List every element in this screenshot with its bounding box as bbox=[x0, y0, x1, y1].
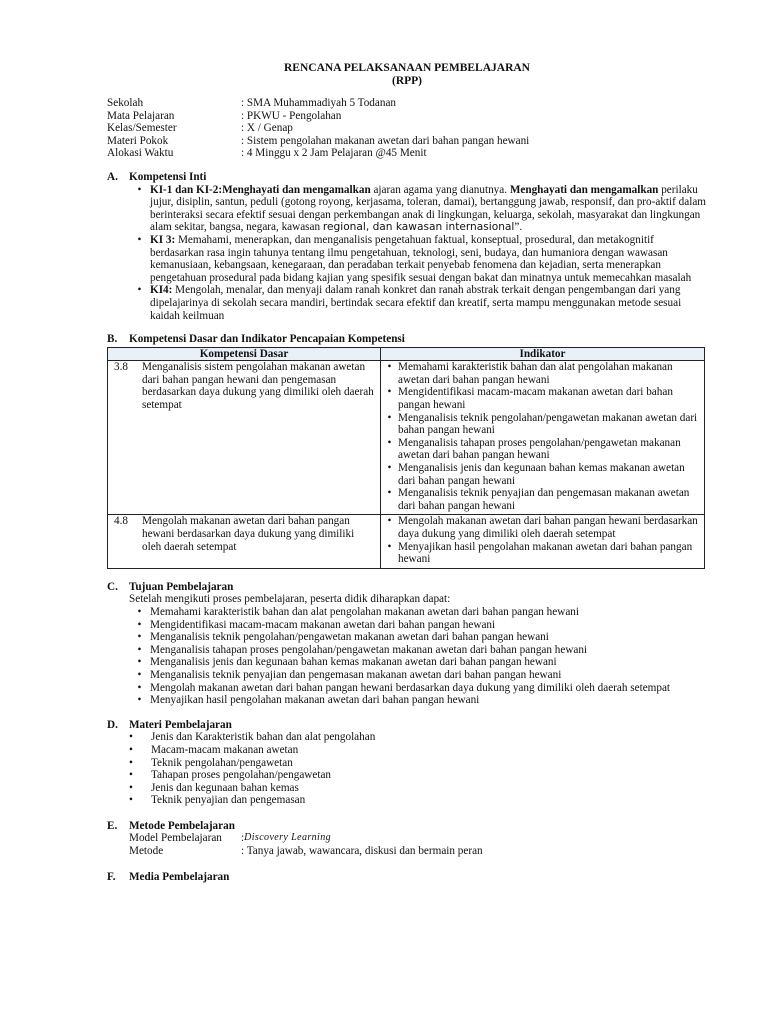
section-heading bbox=[107, 581, 707, 594]
bullet-icon: • bbox=[137, 694, 142, 707]
section-title: Media Pembelajaran bbox=[129, 870, 230, 883]
metode-model-row bbox=[107, 832, 707, 845]
bullet-icon: • bbox=[137, 284, 142, 297]
metode-label: Metode bbox=[129, 845, 164, 858]
indicator-text: Mengolah makanan awetan dari bahan pangan hewani berdasarkan daya dukung yang dimiliki oleh daerah setempat bbox=[398, 515, 698, 540]
kd-header-cell: Kompetensi Dasar bbox=[108, 347, 381, 361]
info-label: Mata Pelajaran bbox=[107, 109, 175, 122]
section-heading bbox=[107, 333, 707, 346]
tujuan-list bbox=[107, 606, 707, 707]
indicator-text: Memahami karakteristik bahan dan alat pengolahan makanan awetan dari bahan pangan hewani bbox=[398, 361, 673, 386]
document-title: RENCANA PELAKSANAAN PEMBELAJARAN bbox=[284, 62, 530, 74]
ki-list bbox=[107, 184, 707, 323]
bullet-icon: • bbox=[387, 361, 392, 374]
tujuan-text: Menyajikan hasil pengolahan makanan awetan dari bahan pangan hewani bbox=[150, 694, 480, 707]
ki-text-part: Mengolah, menalar, dan menyaji dalam ranah konkret dan ranah abstrak terkait dengan pengembangan dari yang dipelajarinya di sekolah secara mandiri, bertindak secara efektif dan kreatif, serta mampu menggunakan metode sesuai kaidah keilmuan bbox=[150, 284, 682, 322]
kd-table-header bbox=[108, 347, 705, 361]
ki-text-part: perilaku jujur, disiplin, santun, peduli (gotong royong, kerjasama, toleran, damai), bertanggung jawab, responsif, dan pro-aktif dalam berinteraksi secara efektif sesuai dengan perkembangan anak di lingkungan, keluarga, sekolah, masyarakat dan lingkungan alam sekitar, bangsa, negara, kawasan bbox=[150, 183, 706, 234]
kd-table bbox=[107, 347, 705, 569]
list-item bbox=[129, 794, 707, 807]
info-label: Kelas/Semester bbox=[107, 122, 177, 135]
indicator-text: Mengidentifikasi macam-macam makanan awetan dari bahan pangan hewani bbox=[398, 386, 673, 412]
tujuan-text: Menganalisis teknik penyajian dan pengemasan makanan awetan dari bahan pangan hewani bbox=[150, 668, 562, 681]
bullet-icon: • bbox=[387, 411, 392, 424]
bullet-icon: • bbox=[137, 681, 142, 694]
ki-item-3 bbox=[129, 234, 707, 284]
section-title: Tujuan Pembelajaran bbox=[129, 580, 234, 593]
list-item bbox=[129, 757, 707, 770]
section-title: Metode Pembelajaran bbox=[129, 819, 235, 832]
tujuan-text: Mengolah makanan awetan dari bahan pangan hewani berdasarkan daya dukung yang dimiliki oleh daerah setempat bbox=[150, 681, 671, 694]
section-letter: B. bbox=[107, 333, 118, 346]
bullet-icon: • bbox=[137, 183, 142, 196]
list-item bbox=[129, 656, 707, 669]
kd-description: Menganalisis sistem pengolahan makanan awetan dari bahan pangan hewani dan pengemasan berdasarkan daya dukung yang dimiliki oleh daerah setempat bbox=[142, 361, 381, 515]
kd-number: 3.8 bbox=[108, 361, 143, 515]
bullet-icon: • bbox=[137, 656, 142, 669]
bullet-icon: • bbox=[129, 781, 133, 794]
bullet-icon: • bbox=[137, 233, 142, 246]
info-value: : 4 Minggu x 2 Jam Pelajaran @45 Menit bbox=[241, 147, 427, 160]
materi-text: Jenis dan Karakteristik bahan dan alat pengolahan bbox=[151, 731, 376, 744]
list-item bbox=[129, 606, 707, 619]
ki-text bbox=[150, 284, 707, 322]
list-item bbox=[129, 744, 707, 757]
metode-model-sep: : bbox=[241, 832, 245, 845]
table-row bbox=[108, 361, 705, 515]
list-item bbox=[129, 682, 707, 695]
indicator-text: Menganalisis teknik pengolahan/pengawetan makanan awetan dari bahan pangan hewani bbox=[398, 411, 698, 437]
section-kompetensi-dasar bbox=[107, 333, 707, 569]
bullet-icon: • bbox=[129, 794, 133, 807]
ki-bold: KI-1 dan KI-2:Menghayati dan mengamalkan bbox=[150, 183, 371, 196]
bullet-icon: • bbox=[129, 743, 133, 756]
list-item bbox=[381, 487, 704, 512]
materi-text: Teknik pengolahan/pengawetan bbox=[151, 756, 293, 769]
bullet-icon: • bbox=[137, 605, 142, 618]
section-letter: D. bbox=[107, 718, 118, 731]
section-kompetensi-inti bbox=[107, 171, 707, 322]
bullet-icon: • bbox=[137, 668, 142, 681]
metode-row bbox=[107, 845, 707, 858]
info-value: : X / Genap bbox=[241, 122, 293, 135]
list-item bbox=[129, 669, 707, 682]
list-item bbox=[381, 462, 704, 487]
section-title: Kompetensi Inti bbox=[129, 170, 207, 183]
list-item bbox=[381, 515, 704, 540]
info-row-alokasi bbox=[107, 147, 707, 160]
materi-text: Teknik penyajian dan pengemasan bbox=[151, 794, 306, 807]
ki-text-tail: regional, dan kawasan internasional bbox=[322, 221, 515, 234]
section-letter: A. bbox=[107, 170, 118, 183]
section-letter: E. bbox=[107, 819, 118, 832]
list-item bbox=[129, 782, 707, 795]
bullet-icon: • bbox=[387, 436, 392, 449]
ki-item-1 bbox=[129, 184, 707, 234]
tujuan-intro: Setelah mengikuti proses pembelajaran, peserta didik diharapkan dapat: bbox=[129, 593, 451, 606]
info-label: Sekolah bbox=[107, 97, 144, 109]
list-item bbox=[129, 769, 707, 782]
ki-text-end: ”. bbox=[514, 221, 523, 234]
section-media bbox=[107, 871, 707, 884]
section-heading bbox=[107, 820, 707, 833]
indicator-cell bbox=[381, 515, 705, 568]
section-heading bbox=[107, 171, 707, 184]
bullet-icon: • bbox=[387, 515, 392, 528]
list-item bbox=[129, 694, 707, 707]
rpp-document bbox=[107, 62, 707, 883]
tujuan-text: Memahami karakteristik bahan dan alat pengolahan makanan awetan dari bahan pangan hewani bbox=[150, 605, 579, 618]
list-item bbox=[129, 644, 707, 657]
list-item bbox=[381, 361, 704, 386]
tujuan-text: Menganalisis jenis dan kegunaan bahan kemas makanan awetan dari bahan pangan hewani bbox=[150, 656, 557, 669]
info-row-sekolah bbox=[107, 97, 707, 110]
bullet-icon: • bbox=[137, 643, 142, 656]
bullet-icon: • bbox=[137, 631, 142, 644]
info-label: Alokasi Waktu bbox=[107, 147, 174, 160]
ki-text-part: ajaran agama yang dianutnya. bbox=[370, 183, 510, 196]
materi-text: Macam-macam makanan awetan bbox=[151, 743, 299, 756]
metode-model-label: Model Pembelajaran bbox=[129, 832, 222, 845]
info-value: : PKWU - Pengolahan bbox=[241, 109, 342, 122]
bullet-icon: • bbox=[387, 540, 392, 553]
metode-value: : Tanya jawab, wawancara, diskusi dan bermain peran bbox=[241, 845, 483, 858]
bullet-icon: • bbox=[129, 756, 133, 769]
list-item bbox=[381, 541, 704, 566]
title-block bbox=[107, 62, 707, 88]
list-item bbox=[381, 412, 704, 437]
bullet-icon: • bbox=[387, 462, 392, 475]
info-row-mapel bbox=[107, 110, 707, 123]
info-value: : SMA Muhammadiyah 5 Todanan bbox=[241, 97, 397, 109]
section-materi bbox=[107, 719, 707, 807]
ki-text bbox=[150, 184, 707, 234]
document-subtitle: (RPP) bbox=[391, 75, 422, 87]
tujuan-text: Menganalisis tahapan proses pengolahan/pengawetan makanan awetan dari bahan pangan hewani bbox=[150, 643, 588, 656]
identity-block bbox=[107, 97, 707, 160]
bullet-icon: • bbox=[137, 618, 142, 631]
list-item bbox=[129, 619, 707, 632]
info-value: : Sistem pengolahan makanan awetan dari bahan pangan hewani bbox=[241, 134, 530, 147]
info-label: Materi Pokok bbox=[107, 134, 169, 147]
section-title: Materi Pembelajaran bbox=[129, 718, 232, 731]
indicator-text: Menganalisis jenis dan kegunaan bahan kemas makanan awetan dari bahan pangan hewani bbox=[398, 462, 685, 487]
indikator-header-cell: Indikator bbox=[381, 347, 705, 361]
indicator-cell bbox=[381, 361, 705, 515]
ki-bold: Menghayati dan mengamalkan bbox=[509, 183, 659, 196]
materi-text: Jenis dan kegunaan bahan kemas bbox=[151, 781, 299, 794]
ki-text bbox=[150, 234, 707, 284]
ki-item-4 bbox=[129, 284, 707, 322]
metode-model-value: Discovery Learning bbox=[244, 832, 332, 844]
indicator-text: Menyajikan hasil pengolahan makanan awetan dari bahan pangan hewani bbox=[398, 540, 693, 566]
list-item bbox=[381, 437, 704, 462]
tujuan-text: Menganalisis teknik pengolahan/pengawetan makanan awetan dari bahan pangan hewani bbox=[150, 631, 549, 644]
section-title: Kompetensi Dasar dan Indikator Pencapaian Kompetensi bbox=[129, 333, 405, 346]
ki-bold: KI 3: bbox=[150, 233, 176, 246]
kd-description: Mengolah makanan awetan dari bahan pangan hewani berdasarkan daya dukung yang dimiliki oleh daerah setempat bbox=[142, 515, 381, 568]
ki-bold: KI4: bbox=[150, 284, 173, 297]
bullet-icon: • bbox=[387, 386, 392, 399]
bullet-icon: • bbox=[387, 487, 392, 500]
section-tujuan bbox=[107, 581, 707, 707]
section-heading bbox=[107, 871, 707, 884]
ki-text-part: Memahami, menerapkan, dan menganalisis pengetahuan faktual, konseptual, prosedural, dan metakognitif berdasarkan rasa ingin tahunya tentang ilmu pengetahuan, teknologi, seni, budaya, dan humaniora dengan wawasan kemanusiaan, kebangsaan, kenegaraan, dan peradaban terkait penyebab fenomena dan kejadian, serta menerapkan pengetahuan prosedural pada bidang kajian yang spesifik sesuai dengan bakat dan minatnya untuk memecahkan masalah bbox=[150, 233, 692, 284]
list-item bbox=[129, 631, 707, 644]
indicator-text: Menganalisis teknik penyajian dan pengemasan makanan awetan dari bahan pangan hewani bbox=[398, 487, 690, 512]
section-heading bbox=[107, 719, 707, 732]
list-item bbox=[381, 386, 704, 411]
kd-number: 4.8 bbox=[108, 515, 143, 568]
section-metode bbox=[107, 820, 707, 858]
indicator-text: Menganalisis tahapan proses pengolahan/pengawetan makanan awetan dari bahan pangan hewani bbox=[398, 436, 681, 462]
section-letter: C. bbox=[107, 580, 118, 593]
table-row bbox=[108, 515, 705, 568]
section-letter: F. bbox=[107, 870, 116, 883]
info-row-kelas bbox=[107, 122, 707, 135]
bullet-icon: • bbox=[129, 769, 133, 782]
info-row-materi bbox=[107, 135, 707, 148]
bullet-icon: • bbox=[129, 731, 133, 744]
materi-text: Tahapan proses pengolahan/pengawetan bbox=[151, 769, 332, 782]
tujuan-text: Mengidentifikasi macam-macam makanan awetan dari bahan pangan hewani bbox=[150, 618, 496, 631]
list-item bbox=[129, 731, 707, 744]
materi-list bbox=[107, 731, 707, 807]
